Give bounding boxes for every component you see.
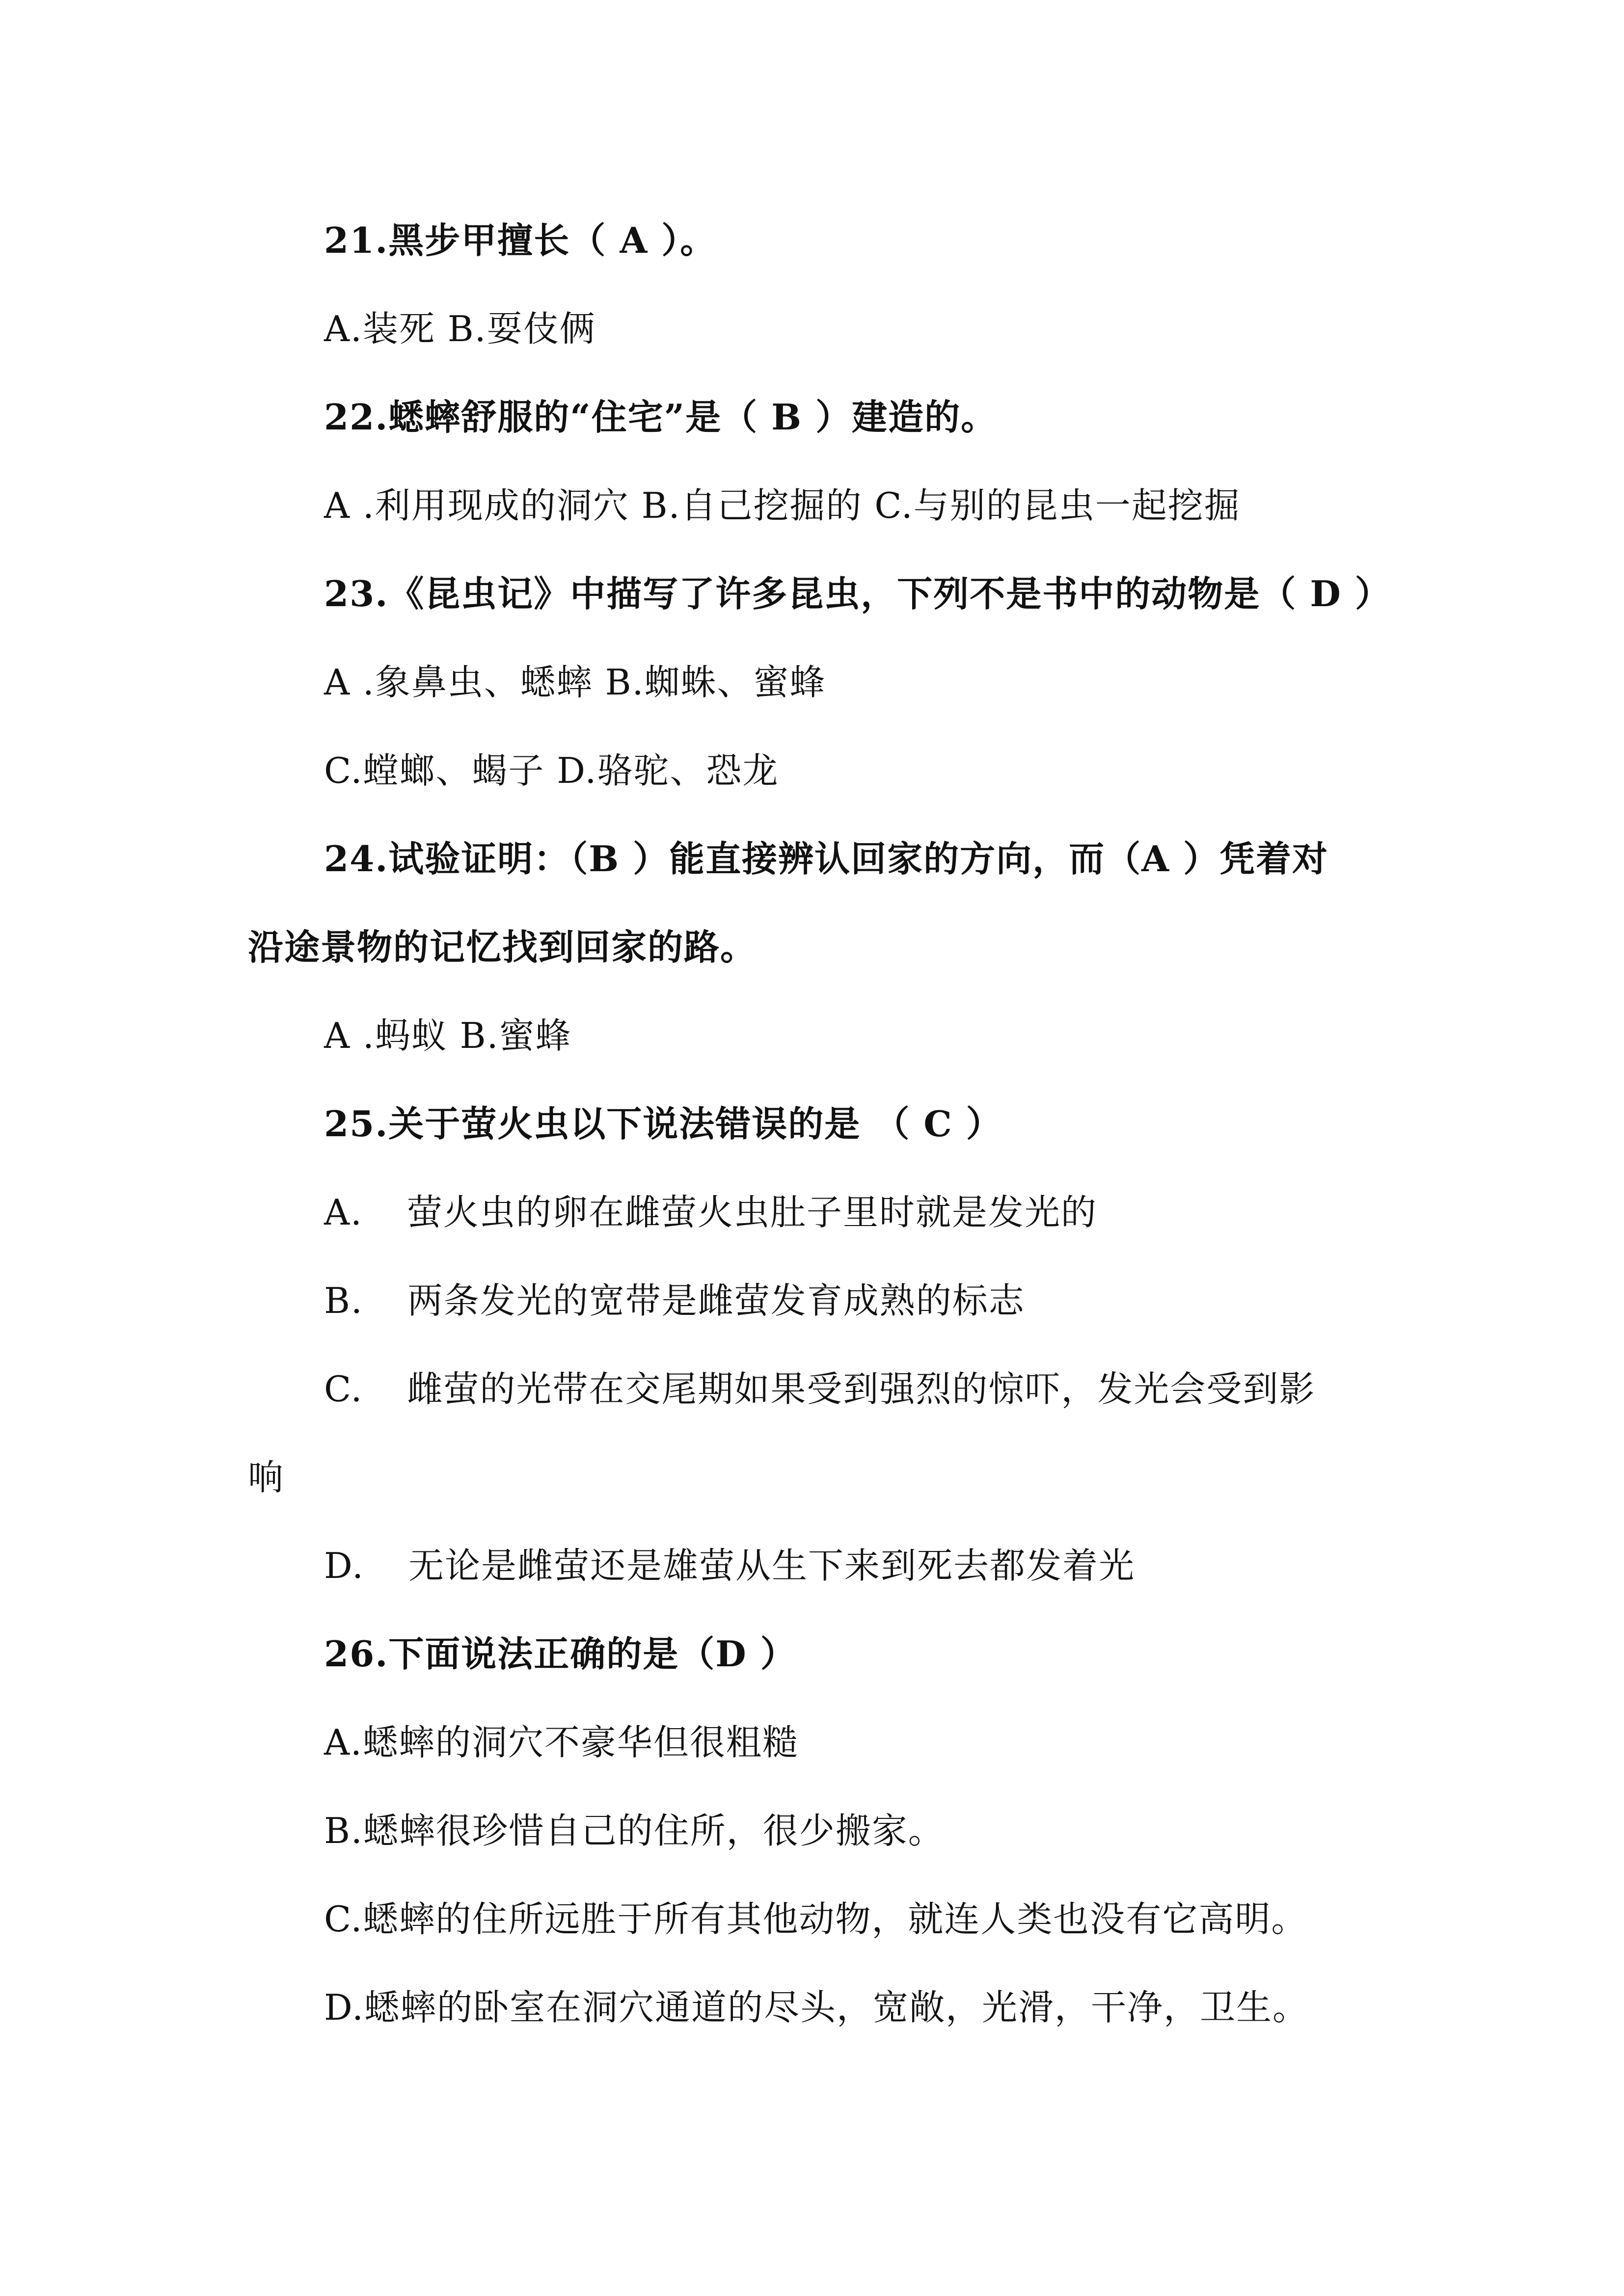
option-text: 无论是雌萤还是雄萤从生下来到死去都发着光 xyxy=(408,1545,1136,1586)
option-letter: A. xyxy=(324,1192,363,1233)
question-25-option-c xyxy=(324,1362,1315,1416)
option-letter: B. xyxy=(324,1280,363,1321)
option-letter: D. xyxy=(324,1545,365,1586)
option-text: 萤火虫的卵在雌萤火虫肚子里时就是发光的 xyxy=(406,1192,1097,1233)
question-25-option-b xyxy=(324,1274,1025,1328)
question-23-stem: 23.《昆虫记》中描写了许多昆虫，下列不是书中的动物是（ D ） xyxy=(324,573,1391,614)
question-23-options-line2: C.螳螂、蝎子 D.骆驼、恐龙 xyxy=(324,750,779,791)
question-25-option-a xyxy=(324,1185,1097,1239)
question-25-stem: 25.关于萤火虫以下说法错误的是 （ C ） xyxy=(324,1103,1002,1145)
question-26-option-b: B.蟋蟀很珍惜自己的住所，很少搬家。 xyxy=(324,1810,945,1851)
question-24-stem-line2: 沿途景物的记忆找到回家的路。 xyxy=(248,926,757,968)
question-22-stem: 22.蟋蟀舒服的“住宅”是（ B ）建造的。 xyxy=(324,396,998,438)
question-26-stem: 26.下面说法正确的是（D ） xyxy=(324,1633,797,1675)
question-23-options-line1: A .象鼻虫、蟋蟀 B.蜘蛛、蜜蜂 xyxy=(324,662,826,703)
question-24-stem-line1: 24.试验证明：（B ）能直接辨认回家的方向，而（A ）凭着对 xyxy=(324,838,1329,880)
question-26-option-c: C.蟋蟀的住所远胜于所有其他动物，就连人类也没有它高明。 xyxy=(324,1898,1308,1940)
question-25-option-d xyxy=(324,1539,1135,1593)
question-26-option-d: D.蟋蟀的卧室在洞穴通道的尽头，宽敞，光滑，干净，卫生。 xyxy=(324,1987,1309,2028)
option-text: 两条发光的宽带是雌萤发育成熟的标志 xyxy=(407,1280,1025,1321)
option-text: 雌萤的光带在交尾期如果受到强烈的惊吓，发光会受到影 xyxy=(407,1368,1316,1410)
question-24-options: A .蚂蚁 B.蜜蜂 xyxy=(324,1015,572,1056)
option-letter: C. xyxy=(324,1368,363,1410)
question-21-stem: 21.黑步甲擅长（ A ）。 xyxy=(324,219,717,261)
question-25-option-c-continuation: 响 xyxy=(248,1457,285,1498)
question-21-options: A.装死 B.耍伎俩 xyxy=(324,308,596,349)
question-22-options: A .利用现成的洞穴 B.自己挖掘的 C.与别的昆虫一起挖掘 xyxy=(324,485,1241,526)
question-26-option-a: A.蟋蟀的洞穴不豪华但很粗糙 xyxy=(324,1722,799,1763)
